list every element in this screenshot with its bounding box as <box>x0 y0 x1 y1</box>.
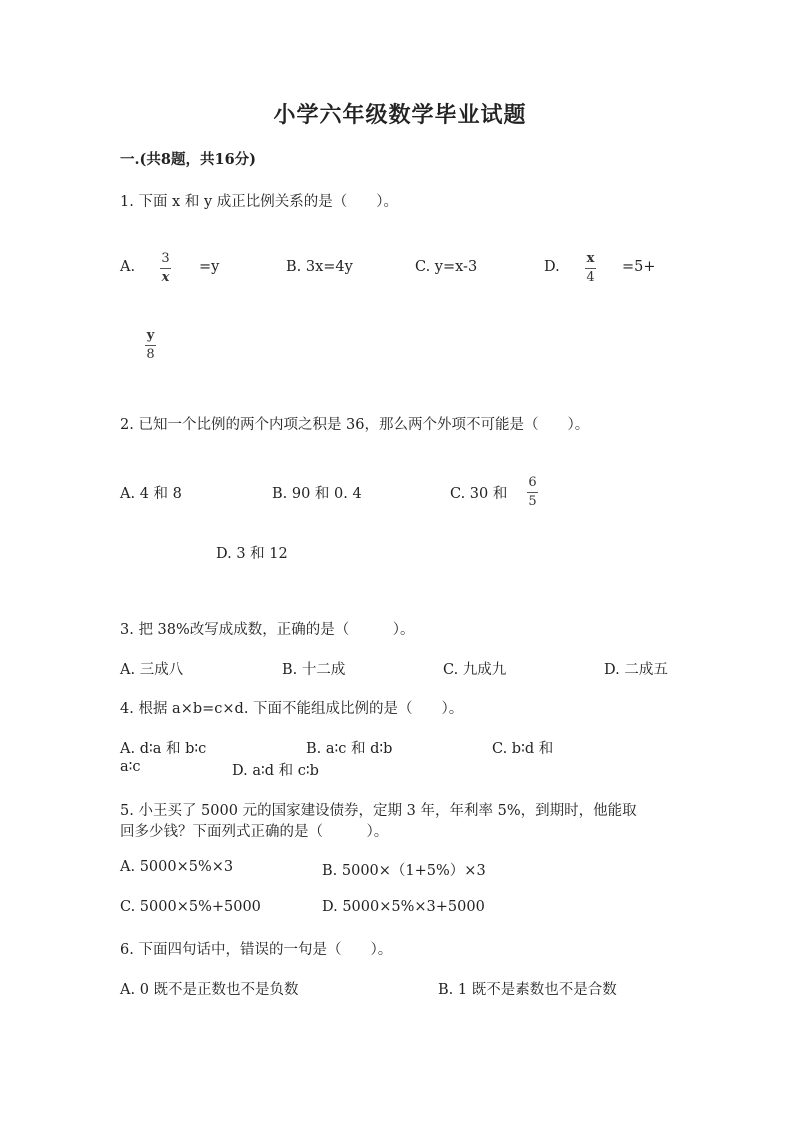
fraction-bar <box>585 268 596 269</box>
q1-option-a-fraction <box>160 252 171 285</box>
q1-stem: 1. 下面 x 和 y 成正比例关系的是（ ）。 <box>120 194 398 210</box>
q3-option-a: A. 三成八 <box>120 662 184 678</box>
fraction-denominator: 4 <box>586 270 595 285</box>
fraction-bar <box>145 345 156 346</box>
q1-option-a-label: A. <box>120 259 136 275</box>
q1-option-d-tail: =5+ <box>622 259 656 275</box>
q5-option-b: B. 5000×（1+5%）×3 <box>322 863 486 879</box>
q5-option-c: C. 5000×5%+5000 <box>120 899 261 915</box>
q6-stem: 6. 下面四句话中，错误的一句是（ ）。 <box>120 942 393 958</box>
q2-option-a: A. 4 和 8 <box>120 486 182 502</box>
fraction-denominator: x <box>161 270 170 285</box>
section-heading: 一.(共8题，共16分) <box>120 151 257 168</box>
fraction-denominator: 5 <box>528 494 537 509</box>
q1-option-b: B. 3x=4y <box>286 259 353 275</box>
q1-option-c: C. y=x-3 <box>415 259 478 275</box>
q3-stem: 3. 把 38%改写成成数，正确的是（ ）。 <box>120 622 415 638</box>
q2-option-c-label: C. 30 和 <box>450 486 508 502</box>
q5-stem-line-2: 回多少钱？下面列式正确的是（ ）。 <box>120 824 389 840</box>
q2-option-c-fraction <box>527 476 538 509</box>
q4-stem: 4. 根据 a×b=c×d. 下面不能组成比例的是（ ）。 <box>120 701 464 717</box>
q6-option-a: A. 0 既不是正数也不是负数 <box>120 982 299 998</box>
page-title: 小学六年级数学毕业试题 <box>273 102 527 128</box>
fraction-bar <box>527 492 538 493</box>
q1-option-d-fraction <box>585 252 596 285</box>
q1-option-a-tail: =y <box>199 259 220 275</box>
q3-option-b: B. 十二成 <box>282 662 346 678</box>
q5-option-d: D. 5000×5%×3+5000 <box>322 899 485 915</box>
q2-option-b: B. 90 和 0. 4 <box>272 486 362 502</box>
q4-option-b: B. a∶c 和 d∶b <box>306 741 393 757</box>
q5-stem-line-1: 5. 小王买了 5000 元的国家建设债券，定期 3 年，年利率 5%，到期时，他能取 <box>120 803 637 819</box>
q6-option-b: B. 1 既不是素数也不是合数 <box>438 982 617 998</box>
q2-stem: 2. 已知一个比例的两个内项之积是 36，那么两个外项不可能是（ ）。 <box>120 417 590 433</box>
q1-option-d-label: D. <box>544 259 560 275</box>
fraction-bar <box>160 268 171 269</box>
q5-option-a: A. 5000×5%×3 <box>120 859 234 875</box>
q4-option-d: D. a∶d 和 c∶b <box>232 763 319 779</box>
q4-option-c: C. b∶d 和 <box>492 741 554 757</box>
q2-option-d: D. 3 和 12 <box>216 546 288 562</box>
fraction-denominator: 8 <box>146 347 155 362</box>
fraction-numerator: x <box>586 251 595 266</box>
q4-option-c-continued: a∶c <box>120 759 141 775</box>
q3-option-d: D. 二成五 <box>604 662 668 678</box>
fraction-numerator: 6 <box>528 475 537 490</box>
q3-option-c: C. 九成九 <box>443 662 507 678</box>
q4-option-a: A. d∶a 和 b∶c <box>120 741 207 757</box>
fraction-numerator: 3 <box>161 251 170 266</box>
q1-option-d-fraction-2 <box>145 329 156 362</box>
fraction-numerator: y <box>146 328 155 343</box>
